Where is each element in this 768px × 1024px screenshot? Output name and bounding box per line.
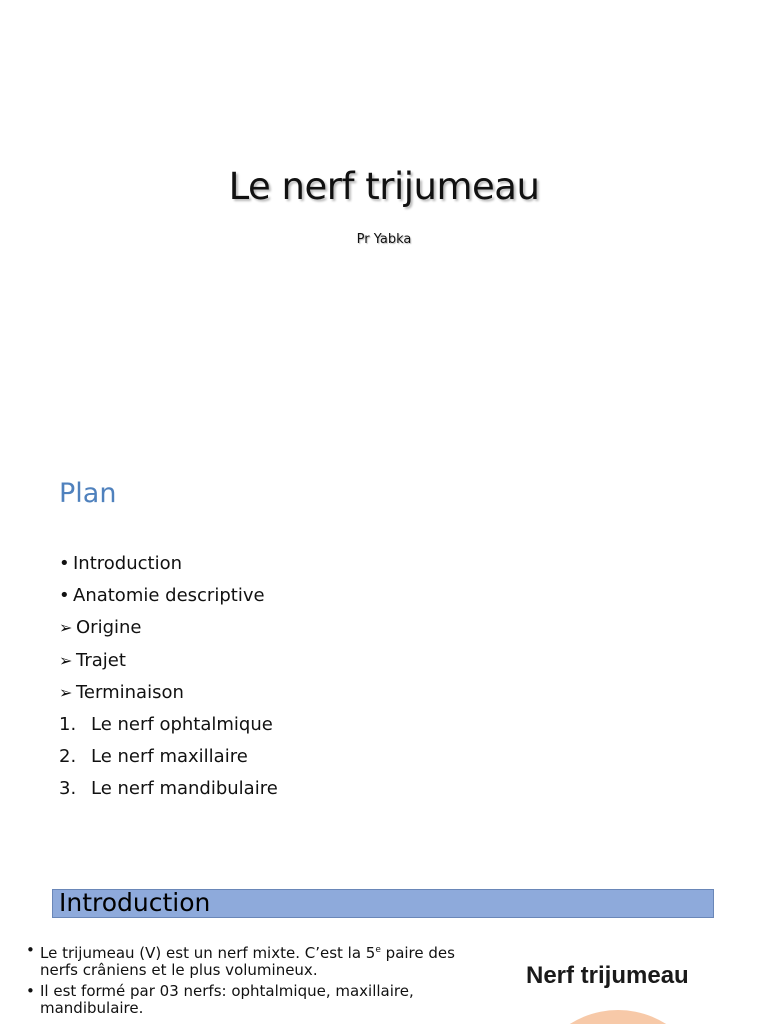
plan-item-label: Le nerf maxillaire [91,746,248,768]
introduction-header-bar [52,889,714,918]
bullet-marker: • [26,982,35,1000]
plan-item-label: Introduction [73,553,183,575]
introduction-bullet [26,942,466,979]
title-slide [0,0,768,432]
bullet-marker: • [59,553,70,575]
plan-item [59,645,278,677]
figure-illustration-circle [528,1010,708,1024]
arrow-bullet-icon: ➢ [59,618,73,638]
plan-item [59,677,278,709]
introduction-bullet [26,983,466,1017]
plan-item [59,741,278,773]
arrow-bullet-icon: ➢ [59,650,73,670]
bullet-text-part: Il est formé par 03 nerfs: ophtalmique, maxillaire, mandibulaire. [40,982,414,1017]
plan-item [59,612,278,644]
plan-item [59,580,278,612]
bullet-text-part: Le trijumeau (V) est un nerf mixte. C’est la 5 [40,944,376,962]
plan-item [59,773,278,805]
introduction-header-title: Introduction [59,888,211,917]
plan-item-label: Le nerf ophtalmique [91,714,273,736]
plan-item-label: Trajet [76,649,126,671]
slide-main-title: Le nerf trijumeau [228,165,540,208]
number-marker: 1. [59,714,77,736]
bullet-text-part: paire des nerfs crâniens et le plus volumineux. [40,944,455,979]
introduction-bullet-list [26,942,466,1021]
plan-item-label: Le nerf mandibulaire [91,778,278,800]
arrow-bullet-icon: ➢ [59,682,73,702]
plan-item-label: Anatomie descriptive [73,585,265,607]
number-marker: 2. [59,746,77,768]
bullet-marker: • [26,941,35,959]
number-marker: 3. [59,778,77,800]
ordinal-superscript: e [375,945,381,955]
figure-title: Nerf trijumeau [526,962,689,989]
plan-title: Plan [59,478,117,509]
introduction-slide [0,864,768,1024]
slide-subtitle-author: Pr Yabka [356,232,412,247]
plan-item-label: Origine [76,617,142,639]
plan-item [59,709,278,741]
plan-item-label: Terminaison [76,681,184,703]
plan-item [59,548,278,580]
plan-list [59,548,278,806]
bullet-marker: • [59,585,70,607]
plan-slide [0,432,768,864]
